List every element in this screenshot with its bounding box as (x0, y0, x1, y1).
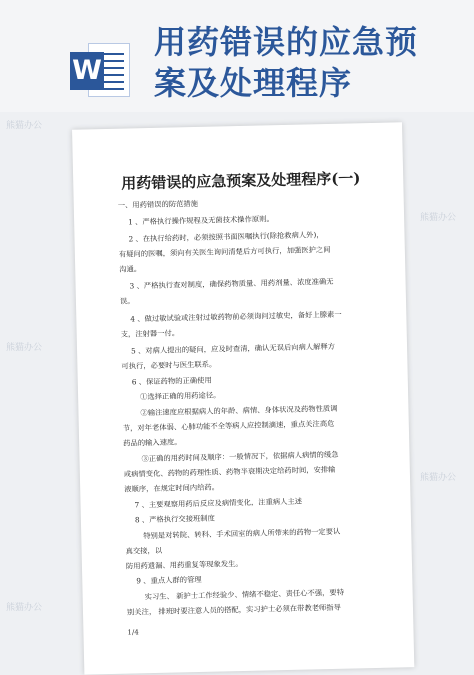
watermark: 熊猫办公 (420, 473, 457, 483)
document-line: 5 、对病人提出的疑问，应及时查清，确认无误后向病人解释方 (130, 341, 336, 356)
document-line: 可执行，必要时与医生联系。 (121, 359, 217, 371)
document-line: ③正确的用药时间及顺序：一般情况下，依据病人病情的缓急 (141, 449, 339, 464)
document-line: 或病情变化、药物的药理性质、药物半衰期决定给药时间，安排输 (123, 464, 336, 479)
document-line: 节，对年老体弱、心肺功能不全等病人应控制滴速，重点关注高危 (122, 418, 335, 433)
watermark: 熊猫办公 (6, 603, 43, 613)
document-line: 3 、严格执行查对制度，确保药物质量、用药剂量、浓度准确无 (129, 276, 334, 291)
word-icon-badge: W (70, 52, 104, 90)
document-line: 药品的输入速度。 (123, 437, 182, 448)
document-page (72, 122, 414, 674)
banner-title-line-1: 用药错误的应急预 (154, 23, 419, 61)
page-number: 1/4 (127, 628, 139, 637)
document-line: 有疑问的医嘱，须向有关医生询问清楚后方可执行，加强医护之间 (118, 244, 331, 259)
document-title: 用药错误的应急预案及处理程序(一) (121, 169, 361, 193)
document-line: 9 、重点人群的管理 (136, 574, 202, 586)
document-line: 别关注， 排班时要注意人员的搭配，实习护士必须在带教老师指导 (126, 602, 341, 617)
document-line: 液顺序，在规定时间内给药。 (124, 482, 220, 494)
banner-title (154, 22, 454, 104)
watermark: 熊猫办公 (6, 121, 43, 131)
document-line: 支，注射器一付。 (120, 328, 180, 339)
document-line: ①选择正确的用药途径。 (140, 390, 221, 402)
document-line: 误。 (119, 296, 135, 306)
banner (0, 0, 474, 112)
document-line: 2 、在执行给药时，必须按照书面医嘱执行(除抢救病人外)， (128, 230, 324, 244)
watermark: 熊猫办公 (6, 343, 43, 353)
document-line: 8 、严格执行交接班制度 (134, 513, 215, 525)
banner-title-line-2: 案及处理程序 (154, 64, 353, 102)
document-line: 4 、做过敏试验或注射过敏药物前必须询问过敏史，备好上腺素一 (130, 309, 342, 324)
document-line: 实习生、 新护士工作经验少、情绪不稳定、责任心不强，要特 (144, 587, 345, 602)
document-line: ②输注速度应根据病人的年龄、病情、身体状况及药物性质调 (140, 403, 338, 418)
document-line: 1 、严格执行操作规程及无菌技术操作原则。 (128, 214, 274, 227)
document-line: 7 、主要观察用药后反应及病情变化，注重病人主述 (134, 496, 303, 510)
document-line: 防用药遗漏、用药重复等现象发生。 (125, 558, 243, 571)
document-line: 一、用药错误的防范措施 (117, 198, 199, 210)
watermark: 熊猫办公 (420, 213, 457, 223)
document-line: 6 、保证药物的正确使用 (131, 375, 212, 387)
document-line: 沟通。 (119, 264, 142, 274)
document-line: 真交接，以 (125, 545, 163, 556)
document-line: 特别是对转院、转科、手术回室的病人所带来的药物一定要认 (143, 526, 341, 541)
word-icon (70, 43, 132, 97)
